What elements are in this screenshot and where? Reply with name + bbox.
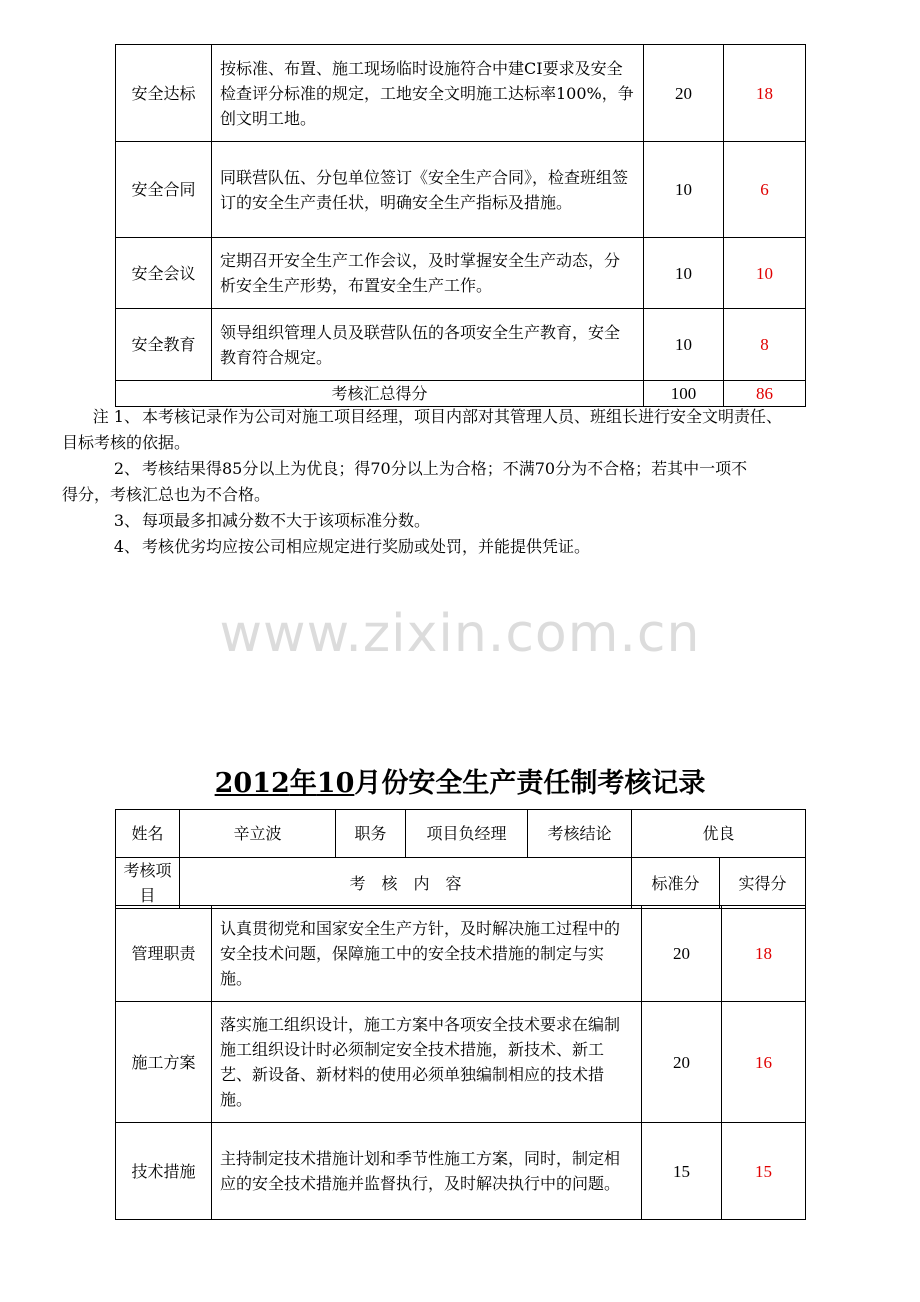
- table-row: [116, 45, 806, 142]
- header-actual: 实得分: [720, 858, 806, 909]
- item-cell: 安全合同: [116, 142, 212, 238]
- standard-score: 10: [644, 142, 724, 238]
- actual-score: 10: [724, 238, 806, 309]
- header-item: 考核项目: [116, 858, 180, 909]
- title-year-suffix: 年: [289, 768, 317, 799]
- total-label: 考核汇总得分: [116, 381, 644, 407]
- table-row: [116, 309, 806, 381]
- standard-score: 10: [644, 238, 724, 309]
- notes: [62, 404, 872, 560]
- header-content: 考 核 内 容: [180, 858, 632, 909]
- item-cell: 安全教育: [116, 309, 212, 381]
- position-label: 职务: [336, 810, 406, 858]
- title-month: 10: [316, 768, 355, 799]
- standard-score: 20: [642, 906, 722, 1002]
- assessment-table-1: [115, 44, 806, 407]
- actual-score: 15: [722, 1123, 806, 1220]
- note-item: [62, 508, 872, 534]
- standard-score: 20: [644, 45, 724, 142]
- standard-score: 10: [644, 309, 724, 381]
- note-text: 本考核记录作为公司对施工项目经理，项目内部对其管理人员、班组长进行安全文明责任、: [142, 407, 783, 426]
- content-cell: 领导组织管理人员及联营队伍的各项安全生产教育，安全教育符合规定。: [212, 309, 644, 381]
- name-label: 姓名: [116, 810, 180, 858]
- assessment-table-2-body: [115, 905, 806, 1220]
- note-label: 3、: [113, 511, 140, 530]
- assessment-table-2: [115, 809, 806, 909]
- title-year: 2012: [214, 768, 290, 799]
- result-label: 考核结论: [528, 810, 632, 858]
- note-continuation: 得分，考核汇总也为不合格。: [62, 485, 271, 504]
- note-label: 注 1、: [92, 407, 140, 426]
- note-text: 考核结果得85分以上为优良；得70分以上为合格；不满70分为不合格；若其中一项不: [142, 459, 748, 478]
- table-row: [116, 238, 806, 309]
- position-value: 项目负经理: [406, 810, 528, 858]
- note-text: 每项最多扣减分数不大于该项标准分数。: [142, 511, 431, 530]
- standard-score: 20: [642, 1002, 722, 1123]
- note-item: [62, 404, 872, 430]
- content-cell: 落实施工组织设计，施工方案中各项安全技术要求在编制施工组织设计时必须制定安全技术措施，新技术、新工艺、新设备、新材料的使用必须单独编制相应的技术措施。: [212, 1002, 642, 1123]
- page-title: [0, 764, 920, 804]
- item-cell: 施工方案: [116, 1002, 212, 1123]
- note-item: [62, 534, 872, 560]
- content-cell: 主持制定技术措施计划和季节性施工方案，同时，制定相应的安全技术措施并监督执行，及时解决执行中的问题。: [212, 1123, 642, 1220]
- table-row: [116, 142, 806, 238]
- table-row: [116, 1002, 806, 1123]
- header-row: [116, 858, 806, 909]
- actual-score: 16: [722, 1002, 806, 1123]
- header-standard: 标准分: [632, 858, 720, 909]
- content-cell: 同联营队伍、分包单位签订《安全生产合同》，检查班组签订的安全生产责任状，明确安全生产指标及措施。: [212, 142, 644, 238]
- item-cell: 技术措施: [116, 1123, 212, 1220]
- standard-score: 15: [642, 1123, 722, 1220]
- actual-score: 18: [722, 906, 806, 1002]
- table-row: [116, 906, 806, 1002]
- note-label: 4、: [113, 537, 140, 556]
- watermark: www.zixin.com.cn: [219, 604, 701, 664]
- note-item: [62, 456, 872, 482]
- content-cell: 认真贯彻党和国家安全生产方针，及时解决施工过程中的安全技术问题，保障施工中的安全技术措施的制定与实施。: [212, 906, 642, 1002]
- total-actual: 86: [724, 381, 806, 407]
- table-row: [116, 1123, 806, 1220]
- total-row: [116, 381, 806, 407]
- content-cell: 按标准、布置、施工现场临时设施符合中建CI要求及安全检查评分标准的规定，工地安全文明施工达标率100%，争创文明工地。: [212, 45, 644, 142]
- item-cell: 安全会议: [116, 238, 212, 309]
- total-standard: 100: [644, 381, 724, 407]
- title-rest: 月份安全生产责任制考核记录: [354, 768, 706, 799]
- info-row: [116, 810, 806, 858]
- item-cell: 管理职责: [116, 906, 212, 1002]
- actual-score: 18: [724, 45, 806, 142]
- actual-score: 6: [724, 142, 806, 238]
- actual-score: 8: [724, 309, 806, 381]
- content-cell: 定期召开安全生产工作会议，及时掌握安全生产动态，分析安全生产形势，布置安全生产工作。: [212, 238, 644, 309]
- item-cell: 安全达标: [116, 45, 212, 142]
- note-continuation: 目标考核的依据。: [62, 433, 191, 452]
- name-value: 辛立波: [180, 810, 336, 858]
- note-text: 考核优劣均应按公司相应规定进行奖励或处罚，并能提供凭证。: [142, 537, 591, 556]
- result-value: 优良: [632, 810, 806, 858]
- note-label: 2、: [113, 459, 140, 478]
